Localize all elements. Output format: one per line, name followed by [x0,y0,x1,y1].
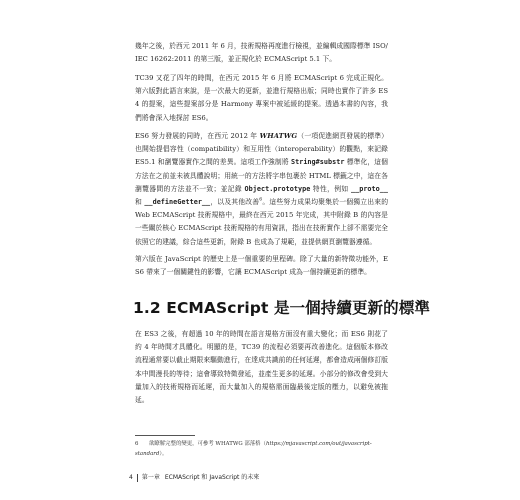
text-run: TC39 又花了四年的時間，在西元 2015 年 6 月將 ECMAScript 6 完成正規化。第六版對此語言來說，是一次最大的更新，並進行規格出版；同時也實作了許多 ES4 的提案，這些提案部分是 Harmony 專案中被延緩的提案。透過本書的內容，我們將會深入地探討 ES6。 [135,74,388,122]
emphasis-text: WHATWG [259,132,298,140]
chapter-label: 第一章 [141,474,160,481]
paragraph-milestone [135,253,388,279]
inline-code: String#substr [290,158,345,167]
footnote [135,440,388,459]
paragraph-es6 [135,72,388,125]
footer-divider [137,474,138,482]
inline-code: __defineGetter__ [144,198,211,207]
inline-code: Object.prototype [244,184,311,193]
text-run: 第六版在 JavaScript 的歷史上是一個重要的里程碑。除了大量的新特徵功能外，ES6 帶來了一個關鍵性的影響，它讓 ECMAScript 成為一個持續更新的標準。 [135,255,388,277]
text-run: 特性，例如 [310,184,351,193]
text-run: 和 [135,184,391,207]
paragraph-process [135,328,388,407]
text-run: 幾年之後，於西元 2011 年 6 月，技術規格再度進行檢視，並編輯成國際標準 ISO/IEC 16262:2011 的第三版，並正規化於 ECMAScript 5.1 下。 [135,42,388,64]
footnote-divider [135,435,195,436]
text-run: ES6 努力發展的同時，在西元 2012 年 [135,132,260,140]
text-run: 在 ES3 之後，有超過 10 年的時間在語言規格方面沒有重大變化；而 ES6 則花了約 4 年時間才具體化。明顯的是，TC39 的流程必須要再改善進化。這個版本修改流程通常要以截止期限來驅動進行，在達成共識前的任何延遲，都會造成兩個修訂版本中間漫長的等待；這會導致特徵發延，並產生更多的延遲。小部分的修改會受到大量加入的技術規格而延遲，而大量加入的規格需面臨最後定版的壓力，以避免被拖延。 [135,330,388,405]
footnote-ref[interactable]: 6 [259,197,263,203]
footnote-link[interactable]: https://mjavascript.com/out/javascript-standard [135,441,372,457]
paragraph-es51 [135,40,388,66]
text-run: ，以及其他改善 [210,198,260,207]
text-run: 標準化，這個方法在之前並未被具體說明；用統一的方法將字串包裹於 HTML 標籤之中，這在各瀏覽器間的方法並不一致；並記錄 [135,158,388,193]
section-heading: 1.2 ECMAScript 是一個持續更新的標準 [133,299,430,317]
page-footer [129,473,259,483]
text-run: 。這些努力成果均聚集於一個獨立出來的 Web ECMAScript 技術規格中，最終在西元 2015 年完成，其中附錄 B 的內容是一些關於核心 ECMAScript 技術規格的有用資訊，指出在技術實作上卻不需要完全依照它的建議，綜合這些更新，附錄 B 也成為了規範，並提供網頁瀏覽器遵循。 [135,198,391,246]
text-run: （一項促進網頁發展的標準）也開始提倡容性（compatibility）和互用性（interoperability）的觀點，來記錄 ES5.1 和瀏覽器實作之間的差異。這項工作強制將 [135,132,391,167]
page-number: 4 [129,474,133,481]
footnote-text: 欲瞭解完整的變更，可參考 WHATWG 部落格（ [149,441,266,447]
chapter-title: ECMAScript 和 JavaScript 的未來 [164,474,260,481]
inline-code: __proto__ [350,184,388,193]
footnote-number: 6 [135,441,139,447]
paragraph-whatwg [135,130,391,249]
footnote-suffix: ）。 [159,450,168,457]
